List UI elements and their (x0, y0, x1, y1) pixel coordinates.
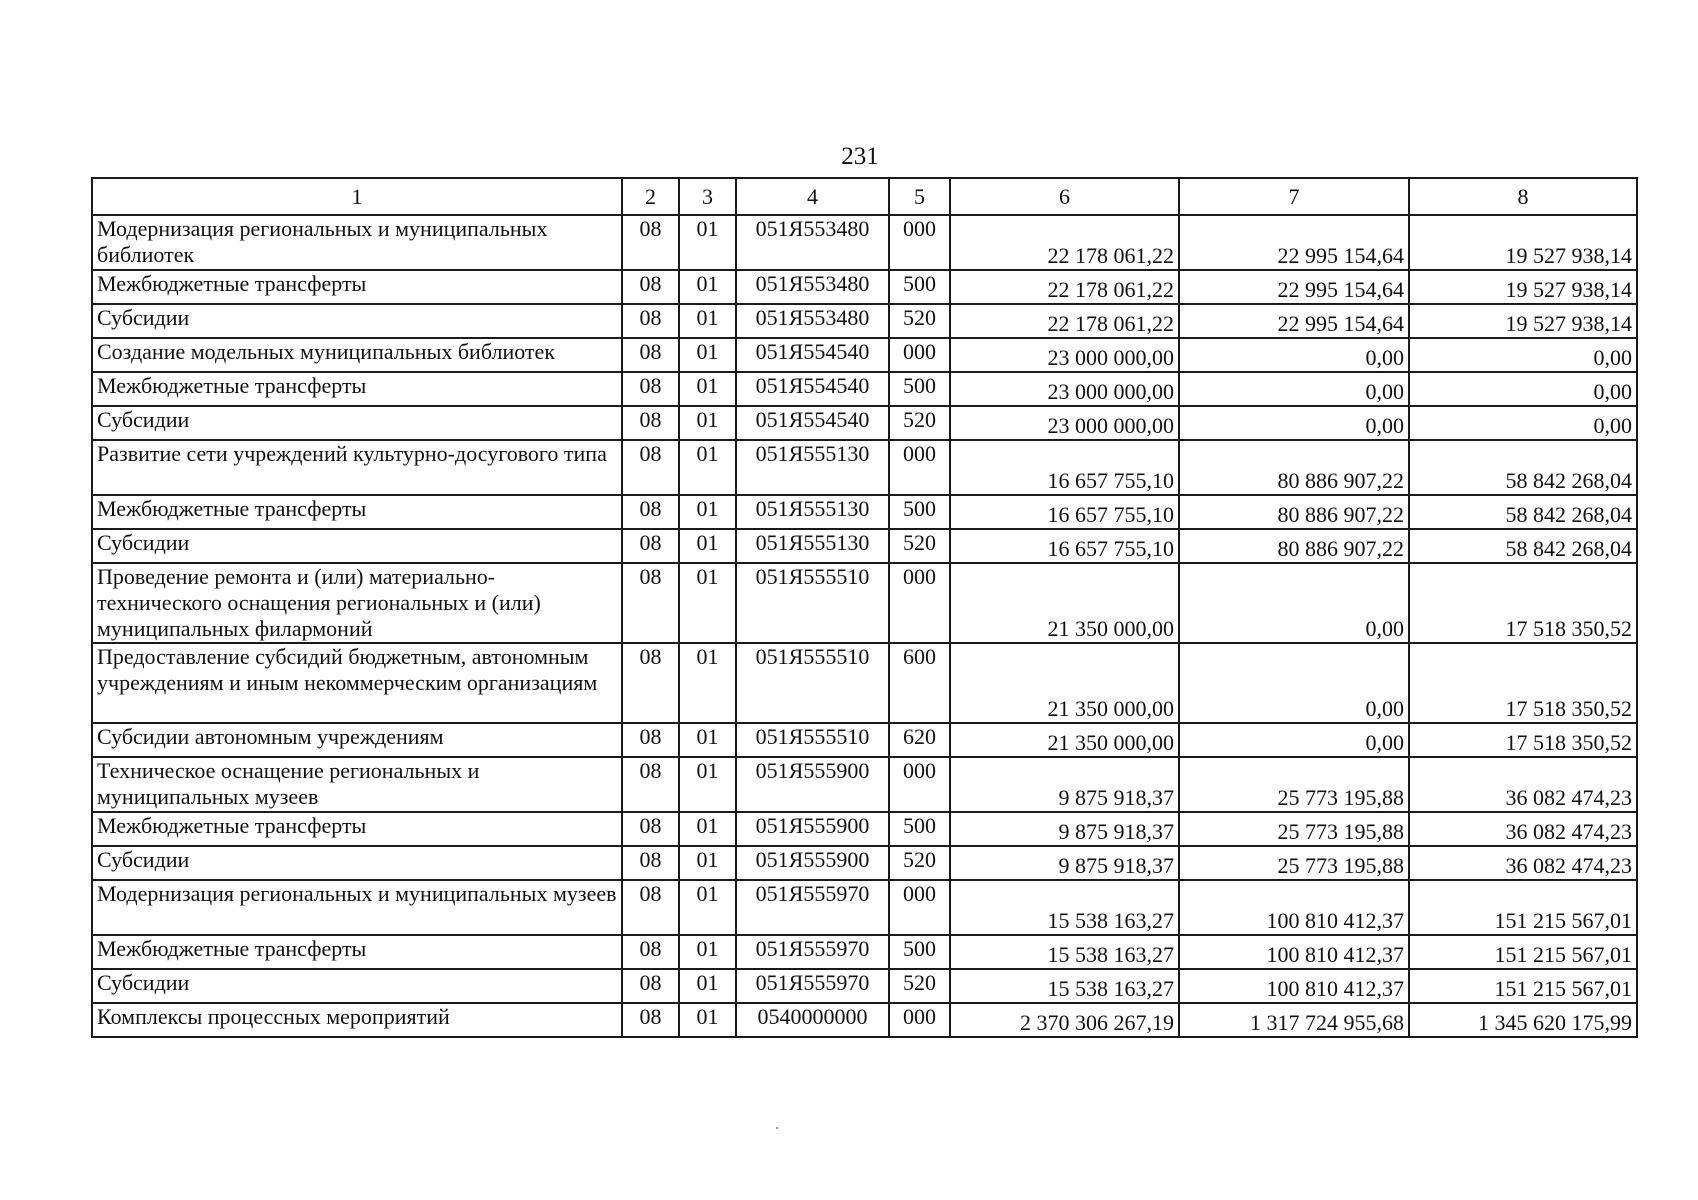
row-name-cell: Развитие сети учреждений культурно-досугового типа (92, 440, 622, 495)
row-name-cell: Межбюджетные трансферты (92, 812, 622, 846)
section-cell: 08 (622, 812, 679, 846)
subsection-cell: 01 (679, 723, 736, 757)
table-row (92, 495, 1637, 529)
scan-speck (776, 1127, 778, 1129)
column-header: 2 (622, 178, 679, 215)
section-cell: 08 (622, 723, 679, 757)
amount-col7-cell: 25 773 195,88 (1179, 757, 1409, 812)
amount-col6-cell: 2 370 306 267,19 (950, 1003, 1179, 1037)
section-cell: 08 (622, 304, 679, 338)
subsection-cell: 01 (679, 529, 736, 563)
expense-type-cell: 500 (889, 270, 950, 304)
table-row (92, 880, 1637, 935)
amount-col6-cell: 16 657 755,10 (950, 440, 1179, 495)
amount-col7-cell: 100 810 412,37 (1179, 880, 1409, 935)
expense-type-cell: 500 (889, 372, 950, 406)
subsection-cell: 01 (679, 969, 736, 1003)
amount-col8-cell: 36 082 474,23 (1409, 812, 1637, 846)
table-row (92, 643, 1637, 723)
amount-col8-cell: 0,00 (1409, 372, 1637, 406)
target-article-cell: 051Я553480 (736, 270, 889, 304)
subsection-cell: 01 (679, 440, 736, 495)
section-cell: 08 (622, 495, 679, 529)
amount-col6-cell: 22 178 061,22 (950, 270, 1179, 304)
table-row (92, 723, 1637, 757)
amount-col8-cell: 0,00 (1409, 406, 1637, 440)
column-header: 5 (889, 178, 950, 215)
expense-type-cell: 000 (889, 440, 950, 495)
amount-col8-cell: 151 215 567,01 (1409, 935, 1637, 969)
section-cell: 08 (622, 338, 679, 372)
table-row (92, 846, 1637, 880)
amount-col8-cell: 58 842 268,04 (1409, 495, 1637, 529)
column-header: 1 (92, 178, 622, 215)
table-row (92, 969, 1637, 1003)
section-cell: 08 (622, 563, 679, 643)
row-name-cell: Межбюджетные трансферты (92, 935, 622, 969)
table-body (92, 215, 1637, 1037)
amount-col8-cell: 0,00 (1409, 338, 1637, 372)
subsection-cell: 01 (679, 757, 736, 812)
column-header: 7 (1179, 178, 1409, 215)
amount-col6-cell: 22 178 061,22 (950, 215, 1179, 270)
amount-col6-cell: 23 000 000,00 (950, 338, 1179, 372)
amount-col6-cell: 16 657 755,10 (950, 529, 1179, 563)
section-cell: 08 (622, 270, 679, 304)
column-header: 6 (950, 178, 1179, 215)
section-cell: 08 (622, 969, 679, 1003)
table-row (92, 304, 1637, 338)
row-name-cell: Создание модельных муниципальных библиотек (92, 338, 622, 372)
row-name-cell: Модернизация региональных и муниципальных музеев (92, 880, 622, 935)
expense-type-cell: 600 (889, 643, 950, 723)
amount-col6-cell: 23 000 000,00 (950, 372, 1179, 406)
expense-type-cell: 000 (889, 563, 950, 643)
expense-type-cell: 000 (889, 215, 950, 270)
amount-col7-cell: 0,00 (1179, 643, 1409, 723)
amount-col8-cell: 58 842 268,04 (1409, 440, 1637, 495)
amount-col8-cell: 151 215 567,01 (1409, 880, 1637, 935)
expense-type-cell: 520 (889, 529, 950, 563)
column-header: 8 (1409, 178, 1637, 215)
subsection-cell: 01 (679, 812, 736, 846)
target-article-cell: 051Я555900 (736, 812, 889, 846)
target-article-cell: 051Я555970 (736, 880, 889, 935)
target-article-cell: 051Я554540 (736, 372, 889, 406)
amount-col7-cell: 25 773 195,88 (1179, 846, 1409, 880)
expense-type-cell: 000 (889, 1003, 950, 1037)
expense-type-cell: 500 (889, 812, 950, 846)
amount-col8-cell: 17 518 350,52 (1409, 643, 1637, 723)
subsection-cell: 01 (679, 270, 736, 304)
section-cell: 08 (622, 935, 679, 969)
amount-col8-cell: 151 215 567,01 (1409, 969, 1637, 1003)
table-row (92, 563, 1637, 643)
table-row (92, 812, 1637, 846)
expense-type-cell: 500 (889, 935, 950, 969)
subsection-cell: 01 (679, 846, 736, 880)
amount-col8-cell: 58 842 268,04 (1409, 529, 1637, 563)
row-name-cell: Проведение ремонта и (или) материально-технического оснащения региональных и (или) муниципальных филармоний (92, 563, 622, 643)
target-article-cell: 051Я555510 (736, 563, 889, 643)
amount-col7-cell: 25 773 195,88 (1179, 812, 1409, 846)
table-row (92, 215, 1637, 270)
section-cell: 08 (622, 757, 679, 812)
table-row (92, 270, 1637, 304)
amount-col7-cell: 0,00 (1179, 338, 1409, 372)
target-article-cell: 051Я555970 (736, 969, 889, 1003)
row-name-cell: Субсидии (92, 969, 622, 1003)
row-name-cell: Межбюджетные трансферты (92, 495, 622, 529)
amount-col8-cell: 17 518 350,52 (1409, 723, 1637, 757)
amount-col7-cell: 100 810 412,37 (1179, 935, 1409, 969)
row-name-cell: Субсидии автономным учреждениям (92, 723, 622, 757)
amount-col7-cell: 0,00 (1179, 372, 1409, 406)
subsection-cell: 01 (679, 406, 736, 440)
column-header: 3 (679, 178, 736, 215)
section-cell: 08 (622, 406, 679, 440)
target-article-cell: 051Я554540 (736, 338, 889, 372)
amount-col7-cell: 22 995 154,64 (1179, 215, 1409, 270)
expense-type-cell: 000 (889, 757, 950, 812)
page-number: 231 (841, 143, 879, 170)
amount-col6-cell: 21 350 000,00 (950, 723, 1179, 757)
subsection-cell: 01 (679, 935, 736, 969)
subsection-cell: 01 (679, 563, 736, 643)
table-row (92, 1003, 1637, 1037)
amount-col7-cell: 22 995 154,64 (1179, 270, 1409, 304)
amount-col6-cell: 9 875 918,37 (950, 812, 1179, 846)
row-name-cell: Субсидии (92, 304, 622, 338)
amount-col7-cell: 80 886 907,22 (1179, 529, 1409, 563)
table-row (92, 529, 1637, 563)
amount-col8-cell: 19 527 938,14 (1409, 304, 1637, 338)
amount-col7-cell: 80 886 907,22 (1179, 495, 1409, 529)
target-article-cell: 051Я555130 (736, 495, 889, 529)
target-article-cell: 0540000000 (736, 1003, 889, 1037)
amount-col8-cell: 36 082 474,23 (1409, 846, 1637, 880)
target-article-cell: 051Я555970 (736, 935, 889, 969)
subsection-cell: 01 (679, 643, 736, 723)
amount-col8-cell: 17 518 350,52 (1409, 563, 1637, 643)
section-cell: 08 (622, 846, 679, 880)
table-row (92, 406, 1637, 440)
row-name-cell: Субсидии (92, 406, 622, 440)
expense-type-cell: 000 (889, 338, 950, 372)
section-cell: 08 (622, 643, 679, 723)
table-header-row (92, 178, 1637, 215)
amount-col6-cell: 9 875 918,37 (950, 757, 1179, 812)
subsection-cell: 01 (679, 880, 736, 935)
row-name-cell: Межбюджетные трансферты (92, 270, 622, 304)
amount-col6-cell: 15 538 163,27 (950, 880, 1179, 935)
expense-type-cell: 620 (889, 723, 950, 757)
budget-table (91, 177, 1638, 1038)
amount-col7-cell: 1 317 724 955,68 (1179, 1003, 1409, 1037)
target-article-cell: 051Я555130 (736, 529, 889, 563)
row-name-cell: Межбюджетные трансферты (92, 372, 622, 406)
row-name-cell: Техническое оснащение региональных и муниципальных музеев (92, 757, 622, 812)
section-cell: 08 (622, 529, 679, 563)
amount-col7-cell: 80 886 907,22 (1179, 440, 1409, 495)
subsection-cell: 01 (679, 1003, 736, 1037)
table-row (92, 935, 1637, 969)
target-article-cell: 051Я555510 (736, 723, 889, 757)
section-cell: 08 (622, 372, 679, 406)
amount-col6-cell: 22 178 061,22 (950, 304, 1179, 338)
amount-col7-cell: 0,00 (1179, 406, 1409, 440)
target-article-cell: 051Я554540 (736, 406, 889, 440)
amount-col7-cell: 22 995 154,64 (1179, 304, 1409, 338)
expense-type-cell: 520 (889, 406, 950, 440)
amount-col6-cell: 21 350 000,00 (950, 563, 1179, 643)
target-article-cell: 051Я555510 (736, 643, 889, 723)
section-cell: 08 (622, 880, 679, 935)
expense-type-cell: 520 (889, 846, 950, 880)
expense-type-cell: 520 (889, 969, 950, 1003)
row-name-cell: Субсидии (92, 846, 622, 880)
amount-col8-cell: 19 527 938,14 (1409, 215, 1637, 270)
target-article-cell: 051Я553480 (736, 304, 889, 338)
expense-type-cell: 000 (889, 880, 950, 935)
expense-type-cell: 500 (889, 495, 950, 529)
subsection-cell: 01 (679, 372, 736, 406)
amount-col6-cell: 23 000 000,00 (950, 406, 1179, 440)
subsection-cell: 01 (679, 215, 736, 270)
amount-col6-cell: 15 538 163,27 (950, 969, 1179, 1003)
amount-col7-cell: 0,00 (1179, 563, 1409, 643)
target-article-cell: 051Я553480 (736, 215, 889, 270)
amount-col7-cell: 0,00 (1179, 723, 1409, 757)
amount-col6-cell: 9 875 918,37 (950, 846, 1179, 880)
section-cell: 08 (622, 215, 679, 270)
amount-col6-cell: 21 350 000,00 (950, 643, 1179, 723)
row-name-cell: Субсидии (92, 529, 622, 563)
amount-col8-cell: 1 345 620 175,99 (1409, 1003, 1637, 1037)
section-cell: 08 (622, 440, 679, 495)
table-row (92, 757, 1637, 812)
amount-col6-cell: 16 657 755,10 (950, 495, 1179, 529)
subsection-cell: 01 (679, 495, 736, 529)
table-row (92, 440, 1637, 495)
target-article-cell: 051Я555900 (736, 757, 889, 812)
row-name-cell: Комплексы процессных мероприятий (92, 1003, 622, 1037)
table-row (92, 372, 1637, 406)
row-name-cell: Предоставление субсидий бюджетным, автономным учреждениям и иным некоммерческим организациям (92, 643, 622, 723)
subsection-cell: 01 (679, 338, 736, 372)
amount-col8-cell: 36 082 474,23 (1409, 757, 1637, 812)
amount-col7-cell: 100 810 412,37 (1179, 969, 1409, 1003)
amount-col8-cell: 19 527 938,14 (1409, 270, 1637, 304)
expense-type-cell: 520 (889, 304, 950, 338)
section-cell: 08 (622, 1003, 679, 1037)
table-row (92, 338, 1637, 372)
target-article-cell: 051Я555130 (736, 440, 889, 495)
column-header: 4 (736, 178, 889, 215)
target-article-cell: 051Я555900 (736, 846, 889, 880)
row-name-cell: Модернизация региональных и муниципальных библиотек (92, 215, 622, 270)
amount-col6-cell: 15 538 163,27 (950, 935, 1179, 969)
subsection-cell: 01 (679, 304, 736, 338)
